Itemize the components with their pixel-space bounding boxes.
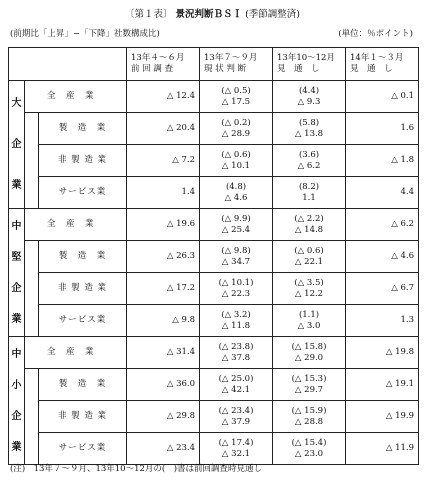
current-value: △ 10.1 (221, 160, 251, 171)
table-body (9, 48, 419, 465)
current-value: △ 17.5 (221, 96, 251, 107)
cell-q3 (273, 177, 346, 209)
cell-q4: 4.4 (346, 177, 419, 209)
cell-q3 (273, 113, 346, 145)
unit-label: (単位：％ポイント) (338, 29, 413, 39)
header-q3: 13年10〜12月 見 通 し (273, 48, 346, 81)
cell-q4: △ 1.8 (346, 145, 419, 177)
group-label-char: 企 (11, 138, 22, 150)
cell-q1: △ 29.8 (127, 401, 200, 433)
cell-q3 (273, 433, 346, 465)
subtitle-left: (前期比「上昇」−「下降」社数構成比) (10, 29, 160, 39)
group-label (9, 81, 25, 209)
table-row (9, 273, 419, 305)
previous-forecast: (△ 2.2) (294, 213, 324, 224)
table-row (9, 369, 419, 401)
cell-q4: △ 19.8 (346, 337, 419, 369)
current-value: △ 3.0 (297, 320, 321, 331)
cell-q3 (273, 305, 346, 337)
group-label-char: 中 (11, 220, 22, 232)
group-label-char: 業 (11, 313, 22, 325)
group-label-char: 企 (11, 410, 22, 422)
cell-q2 (200, 145, 273, 177)
table-row (9, 305, 419, 337)
cell-q3 (273, 401, 346, 433)
previous-forecast: (△ 0.6) (221, 149, 251, 160)
cell-q4: △ 0.1 (346, 81, 419, 113)
cell-q1: △ 17.2 (127, 273, 200, 305)
cell-q2 (200, 305, 273, 337)
cell-q2 (200, 369, 273, 401)
industry-label: サービス業 (39, 305, 127, 337)
current-value: △ 22.1 (294, 256, 324, 267)
cell-q4: 1.6 (346, 113, 419, 145)
cell-q4: 1.3 (346, 305, 419, 337)
header-row (9, 48, 419, 81)
previous-forecast: (3.6) (298, 149, 320, 160)
current-value: 1.1 (302, 192, 316, 203)
previous-forecast: (5.8) (298, 117, 320, 128)
cell-q4: △ 6.2 (346, 209, 419, 241)
cell-q1: △ 20.4 (127, 113, 200, 145)
industry-label: 全 産 業 (25, 81, 127, 113)
cell-q3 (273, 337, 346, 369)
previous-forecast: (4.4) (298, 85, 320, 96)
footnote: (注) 13年７〜９月、13年10〜12月の( )書は前回調査時見通し (10, 464, 263, 474)
current-value: △ 42.1 (221, 384, 251, 395)
cell-q3 (273, 241, 346, 273)
current-value: △ 12.2 (294, 288, 324, 299)
cell-q3 (273, 273, 346, 305)
cell-q1: △ 31.4 (127, 337, 200, 369)
previous-forecast: (△ 0.5) (221, 85, 251, 96)
current-value: △ 29.7 (294, 384, 324, 395)
indent-spacer (25, 241, 39, 337)
industry-label: 製 造 業 (39, 241, 127, 273)
cell-q1: △ 36.0 (127, 369, 200, 401)
table-row (9, 433, 419, 465)
previous-forecast: (△ 3.2) (221, 309, 251, 320)
group-label (9, 337, 25, 465)
cell-q4: △ 6.7 (346, 273, 419, 305)
industry-label: サービス業 (39, 177, 127, 209)
table-row (9, 145, 419, 177)
cell-q1: △ 26.3 (127, 241, 200, 273)
cell-q2 (200, 113, 273, 145)
cell-q1: △ 7.2 (127, 145, 200, 177)
industry-label: 全 産 業 (25, 337, 127, 369)
cell-q2 (200, 209, 273, 241)
group-label-char: 堅 (11, 251, 22, 263)
previous-forecast: (△ 0.2) (221, 117, 251, 128)
previous-forecast: (△ 3.5) (294, 277, 324, 288)
cell-q3 (273, 145, 346, 177)
previous-forecast: (△ 10.1) (218, 277, 254, 288)
industry-label: 非 製 造 業 (39, 401, 127, 433)
table-row (9, 209, 419, 241)
cell-q2 (200, 81, 273, 113)
industry-label: 製 造 業 (39, 369, 127, 401)
current-value: △ 28.8 (294, 416, 324, 427)
cell-q2 (200, 337, 273, 369)
previous-forecast: (△ 15.3) (291, 373, 327, 384)
cell-q4: △ 4.6 (346, 241, 419, 273)
current-value: △ 29.0 (294, 352, 324, 363)
cell-q3 (273, 81, 346, 113)
cell-q4: △ 19.1 (346, 369, 419, 401)
table-title (0, 6, 425, 20)
title-prefix: 〔第１表〕 (124, 9, 173, 20)
cell-q1: △ 12.4 (127, 81, 200, 113)
title-suffix: (季節調整済) (245, 9, 300, 20)
previous-forecast: (△ 9.9) (221, 213, 251, 224)
cell-q2 (200, 273, 273, 305)
table-row (9, 241, 419, 273)
table-row (9, 401, 419, 433)
current-value: △ 28.9 (221, 128, 251, 139)
cell-q2 (200, 177, 273, 209)
industry-label: 製 造 業 (39, 113, 127, 145)
group-label (9, 209, 25, 337)
header-q2: 13年７〜９月 現 状 判 断 (200, 48, 273, 81)
header-q4: 14年１〜３月 見 通 し (346, 48, 419, 81)
previous-forecast: (8.2) (298, 181, 320, 192)
industry-label: 非 製 造 業 (39, 273, 127, 305)
cell-q3 (273, 369, 346, 401)
current-value: △ 13.8 (294, 128, 324, 139)
group-label-char: 業 (11, 441, 22, 453)
title-main: 景況判断ＢＳＩ (175, 9, 243, 20)
table-row (9, 81, 419, 113)
group-label-char: 業 (11, 180, 22, 192)
industry-label: 全 産 業 (25, 209, 127, 241)
current-value: △ 9.3 (297, 96, 321, 107)
current-value: △ 11.8 (221, 320, 251, 331)
current-value: △ 14.8 (294, 224, 324, 235)
group-label-char: 小 (11, 379, 22, 391)
current-value: △ 34.7 (221, 256, 251, 267)
current-value: △ 23.0 (294, 448, 324, 459)
cell-q4: △ 11.9 (346, 433, 419, 465)
cell-q3 (273, 209, 346, 241)
previous-forecast: (4.8) (225, 181, 247, 192)
cell-q2 (200, 401, 273, 433)
current-value: △ 37.8 (221, 352, 251, 363)
group-label-char: 企 (11, 282, 22, 294)
current-value: △ 32.1 (221, 448, 251, 459)
header-blank-cell (9, 48, 127, 81)
group-label-char: 大 (11, 97, 22, 109)
table-row (9, 337, 419, 369)
previous-forecast: (△ 23.4) (218, 405, 254, 416)
previous-forecast: (△ 9.8) (221, 245, 251, 256)
cell-q4: △ 19.9 (346, 401, 419, 433)
previous-forecast: (△ 0.6) (294, 245, 324, 256)
bsi-table (8, 47, 419, 465)
previous-forecast: (△ 15.8) (291, 341, 327, 352)
previous-forecast: (△ 15.4) (291, 437, 327, 448)
cell-q1: △ 23.4 (127, 433, 200, 465)
industry-label: 非 製 造 業 (39, 145, 127, 177)
table-row (9, 177, 419, 209)
current-value: △ 4.6 (224, 192, 248, 203)
cell-q1: 1.4 (127, 177, 200, 209)
cell-q1: △ 9.8 (127, 305, 200, 337)
group-label-char: 中 (11, 348, 22, 360)
indent-spacer (25, 369, 39, 465)
current-value: △ 6.2 (297, 160, 321, 171)
header-q1: 13年４〜６月 前 回 調 査 (127, 48, 200, 81)
industry-label: サービス業 (39, 433, 127, 465)
current-value: △ 22.3 (221, 288, 251, 299)
current-value: △ 37.9 (221, 416, 251, 427)
cell-q2 (200, 241, 273, 273)
table-row (9, 113, 419, 145)
previous-forecast: (△ 15.9) (291, 405, 327, 416)
previous-forecast: (△ 23.8) (218, 341, 254, 352)
previous-forecast: (1.1) (298, 309, 320, 320)
cell-q1: △ 19.6 (127, 209, 200, 241)
cell-q2 (200, 433, 273, 465)
current-value: △ 25.4 (221, 224, 251, 235)
previous-forecast: (△ 17.4) (218, 437, 254, 448)
previous-forecast: (△ 25.0) (218, 373, 254, 384)
indent-spacer (25, 113, 39, 209)
